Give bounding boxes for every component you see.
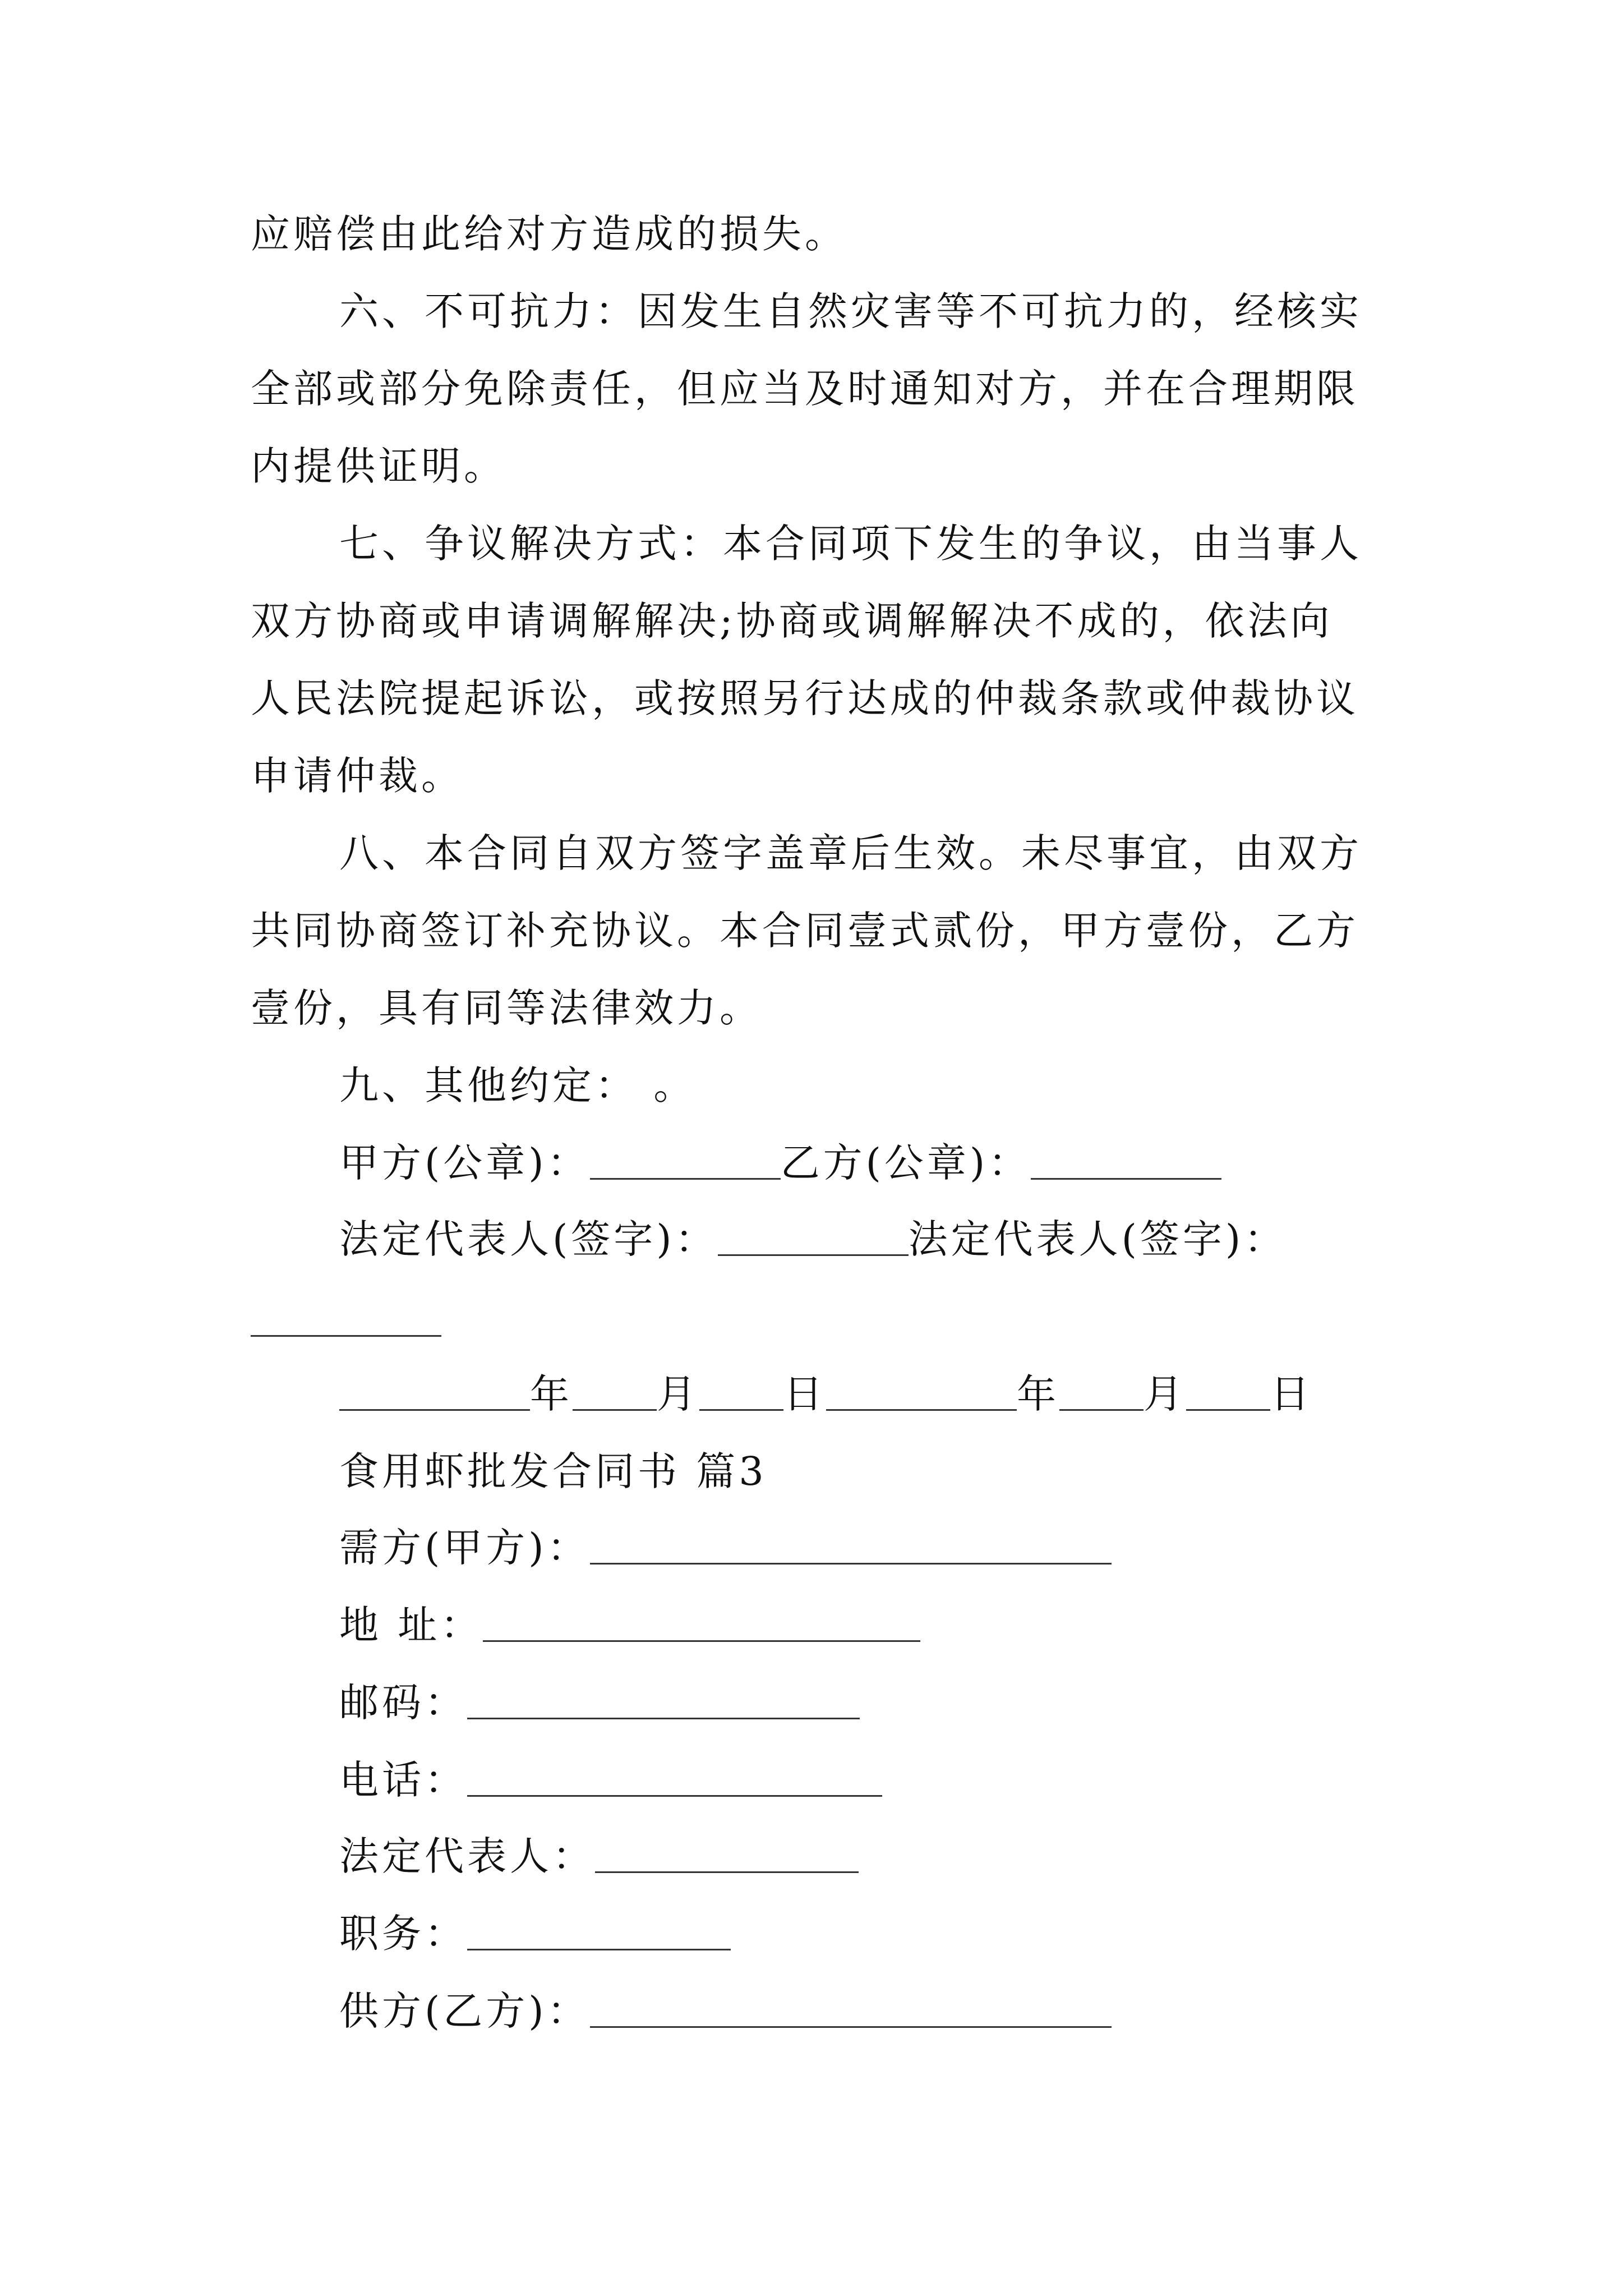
phone-label: 电话： (339, 1757, 467, 1803)
clause-6-line: 六、不可抗力：因发生自然灾害等不可抗力的，经核实 (339, 288, 1362, 334)
clause-8-line: 共同协商签订补充协议。本合同壹式贰份，甲方壹份，乙方 (251, 908, 1359, 954)
position-line (339, 1908, 731, 1959)
rep-sign-a-blank[interactable] (718, 1217, 909, 1256)
postcode-label: 邮码： (339, 1680, 467, 1726)
clause-6-line: 内提供证明。 (251, 443, 506, 489)
day-b-label: 日 (1270, 1371, 1313, 1417)
year-a-blank[interactable] (339, 1372, 530, 1411)
year-b-label: 年 (1017, 1371, 1059, 1417)
phone-blank[interactable] (467, 1758, 882, 1797)
clause-9-line: 九、其他约定： 。 (339, 1062, 697, 1108)
day-a-label: 日 (783, 1371, 826, 1417)
year-a-label: 年 (530, 1371, 573, 1417)
paragraph-line: 应赔偿由此给对方造成的损失。 (251, 211, 847, 257)
clause-7-line: 七、争议解决方式：本合同项下发生的争议，由当事人 (339, 521, 1362, 567)
legal-rep-blank[interactable] (595, 1834, 859, 1873)
clause-8-line: 八、本合同自双方签字盖章后生效。未尽事宜，由双方 (339, 830, 1362, 876)
position-blank[interactable] (467, 1912, 731, 1950)
clause-6-line: 全部或部分免除责任，但应当及时通知对方，并在合理期限 (251, 366, 1359, 412)
address-blank[interactable] (483, 1603, 920, 1642)
postcode-line (339, 1677, 860, 1728)
month-a-label: 月 (657, 1371, 699, 1417)
clause-7-line: 申请仲裁。 (251, 753, 464, 799)
clause-7-line: 人民法院提起诉讼，或按照另行达成的仲裁条款或仲裁协议 (251, 675, 1359, 721)
month-b-blank[interactable] (1059, 1372, 1144, 1411)
position-label: 职务： (339, 1911, 467, 1957)
rep-sign-b-blank[interactable] (251, 1335, 441, 1337)
party-a-seal-label: 甲方(公章)： (339, 1140, 590, 1186)
day-b-blank[interactable] (1186, 1372, 1270, 1411)
phone-line (339, 1755, 882, 1805)
date-line (339, 1369, 1313, 1419)
month-a-blank[interactable] (573, 1372, 657, 1411)
party-a-seal-blank[interactable] (590, 1141, 781, 1180)
signature-line (339, 1214, 1287, 1264)
legal-rep-label: 法定代表人： (339, 1833, 595, 1879)
month-b-label: 月 (1144, 1371, 1186, 1417)
party-b-seal-blank[interactable] (1031, 1141, 1221, 1180)
address-label: 地 址： (339, 1602, 483, 1648)
clause-7-line: 双方协商或申请调解解决;协商或调解解决不成的，依法向 (251, 598, 1333, 644)
rep-sign-a-label: 法定代表人(签字)： (339, 1216, 718, 1262)
buyer-line (339, 1522, 1112, 1573)
address-line (339, 1600, 920, 1650)
buyer-label: 需方(甲方)： (339, 1525, 590, 1571)
postcode-blank[interactable] (467, 1681, 860, 1719)
party-b-seal-label: 乙方(公章)： (780, 1140, 1031, 1186)
clause-8-line: 壹份，具有同等法律效力。 (251, 985, 762, 1031)
section-title: 食用虾批发合同书 篇3 (339, 1448, 767, 1494)
supplier-line (339, 1986, 1112, 2036)
seal-line (339, 1138, 1221, 1188)
supplier-blank[interactable] (590, 1989, 1112, 2028)
supplier-label: 供方(乙方)： (339, 1988, 590, 2034)
buyer-blank[interactable] (590, 1526, 1112, 1565)
rep-sign-b-label: 法定代表人(签字)： (908, 1216, 1287, 1262)
legal-rep-line (339, 1831, 859, 1881)
day-a-blank[interactable] (699, 1372, 783, 1411)
year-b-blank[interactable] (826, 1372, 1017, 1411)
